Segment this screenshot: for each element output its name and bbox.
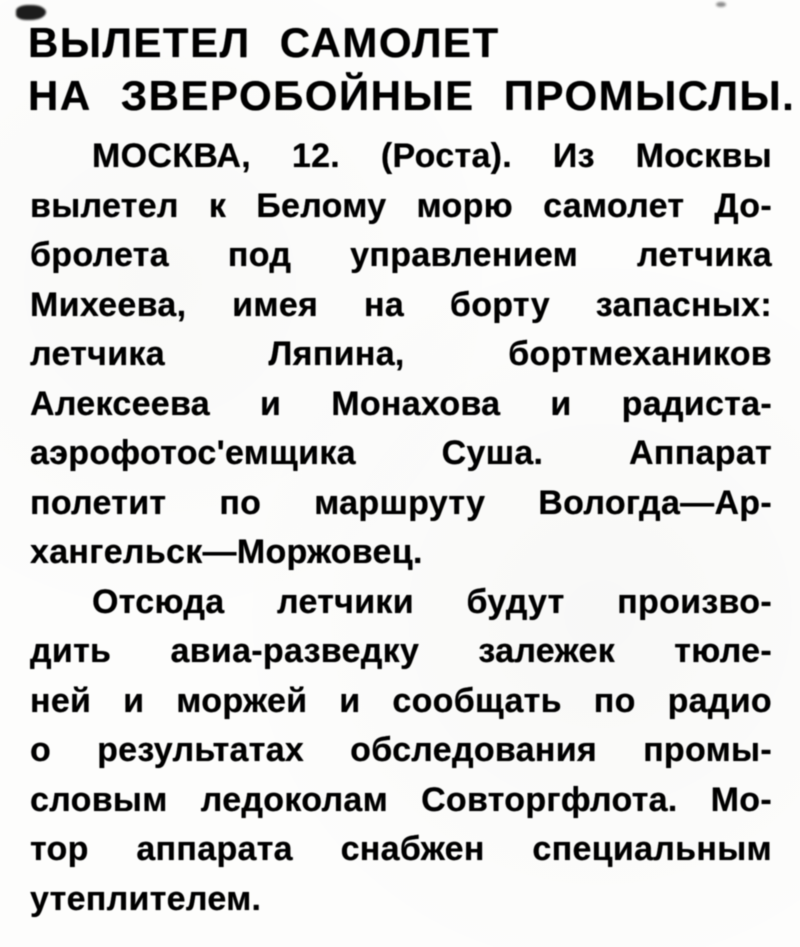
article-line: словым ледоколам Совторгфлота. Мо- bbox=[30, 780, 772, 819]
article-line: дить авиа-разведку залежек тюле- bbox=[30, 632, 772, 670]
headline-line-2: НА ЗВЕРОБОЙНЫЕ ПРОМЫСЛЫ. bbox=[28, 72, 796, 119]
article-line: хангельск—Моржовец. bbox=[30, 533, 423, 571]
article-line: вылетел к Белому морю самолет До- bbox=[30, 186, 772, 225]
article-line: аэрофотос'емщика Суша. Аппарат bbox=[30, 434, 772, 472]
article-line: Отсюда летчики будут произво- bbox=[92, 582, 772, 621]
article-line: Михеева, имея на борту запасных: bbox=[30, 285, 772, 324]
article-line: ней и моржей и сообщать по радио bbox=[30, 681, 772, 720]
article-line: тор аппарата снабжен специальным bbox=[30, 830, 772, 868]
article-headline bbox=[28, 16, 796, 122]
article-line: бролета под управлением летчика bbox=[30, 236, 772, 274]
article-body bbox=[30, 132, 772, 924]
article-line: полетит по маршруту Вологда—Ар- bbox=[30, 483, 772, 522]
article-line: о результатах обследования промы- bbox=[30, 731, 772, 769]
article-line: МОСКВА, 12. (Роста). Из Москвы bbox=[92, 137, 772, 175]
article-line: летчика Ляпина, бортмехаников bbox=[30, 335, 772, 373]
article-line: утеплителем. bbox=[30, 879, 262, 918]
headline-line-1: ВЫЛЕТЕЛ САМОЛЕТ bbox=[28, 19, 500, 66]
article-line: Алексеева и Монахова и радиста- bbox=[30, 384, 772, 423]
